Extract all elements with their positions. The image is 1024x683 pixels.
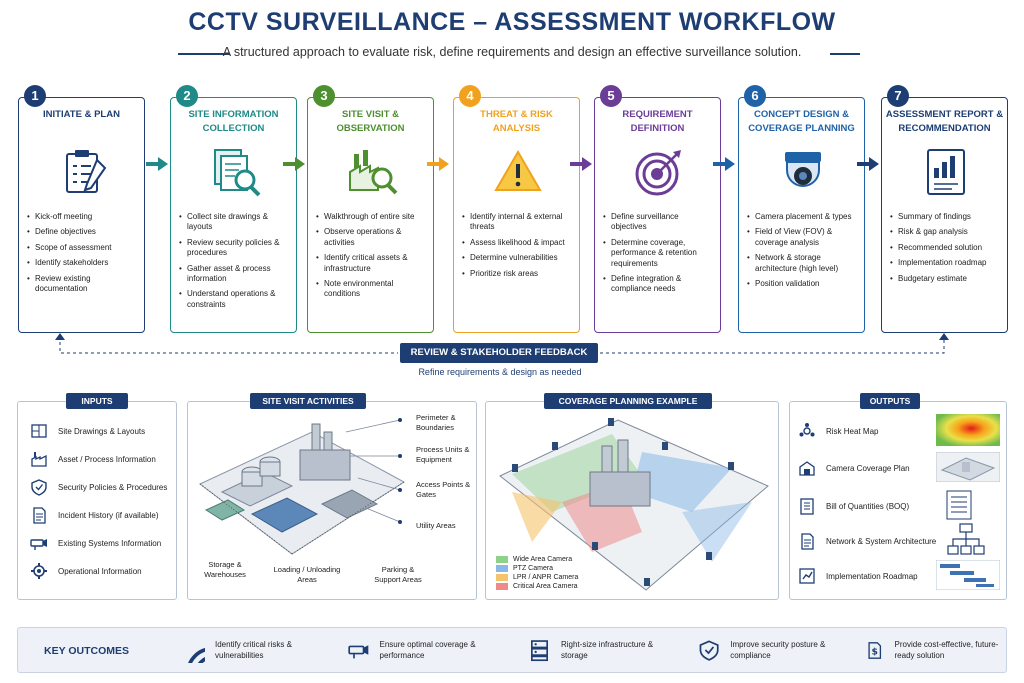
legend-item [496, 583, 581, 590]
input-item [30, 506, 158, 524]
key-outcome-item [183, 637, 323, 663]
step-number-badge: 3 [313, 85, 335, 107]
step-title: REQUIREMENT DEFINITION [622, 109, 693, 134]
step-icon-wrap [57, 146, 109, 198]
step-card-7 [881, 97, 1008, 333]
flow-arrow-icon [283, 157, 305, 171]
step-bullet: • Determine vulnerabilities [462, 253, 575, 263]
camera-icon [30, 534, 48, 552]
input-item [30, 534, 161, 552]
step-title: THREAT & RISK ANALYSIS [480, 109, 553, 134]
target-icon [633, 146, 685, 198]
step-number-badge: 6 [744, 85, 766, 107]
input-item [30, 450, 156, 468]
inputs-panel [17, 396, 177, 600]
step-bullet: • Understand operations & constraints [179, 289, 292, 310]
svg-text:$: $ [871, 646, 878, 658]
flow-arrow-icon [427, 157, 449, 171]
step-title: ASSESSMENT REPORT & RECOMMENDATION [885, 109, 1004, 134]
factory-search-icon [346, 146, 398, 198]
hazard-icon [798, 422, 816, 440]
step-title: INITIATE & PLAN [43, 109, 120, 120]
step-icon-wrap [492, 146, 544, 198]
output-item [798, 422, 878, 440]
input-item-label: Asset / Process Information [58, 454, 156, 464]
step-bullet: • Camera placement & types [747, 212, 860, 222]
factory-icon [30, 450, 48, 468]
step-bullets [179, 212, 292, 315]
coverage-panel [485, 396, 779, 600]
step-bullet: • Define integration & compliance needs [603, 274, 716, 295]
boq-thumbnail [946, 490, 972, 520]
outputs-heading: OUTPUTS [860, 393, 920, 409]
step-bullet: • Define objectives [27, 227, 140, 237]
list-icon [798, 497, 816, 515]
legend-item [496, 565, 581, 572]
step-card-6 [738, 97, 865, 333]
shield-check-icon [698, 637, 720, 663]
camera-plan-icon [798, 459, 816, 477]
key-outcome-item [348, 637, 498, 663]
camera-icon [348, 637, 370, 663]
input-item [30, 422, 145, 440]
output-item-label: Network & System Architecture [826, 536, 937, 546]
key-outcome-item [866, 637, 1004, 663]
step-bullet: • Collect site drawings & layouts [179, 212, 292, 233]
output-item [798, 459, 910, 477]
input-item [30, 478, 167, 496]
legend-item [496, 574, 581, 581]
document-dollar-icon [866, 637, 885, 663]
step-bullet: • Assess likelihood & impact [462, 238, 575, 248]
flow-arrow-icon [857, 157, 879, 171]
legend-swatch [496, 556, 508, 563]
key-outcome-label: Identify critical risks & vulnerabilities [215, 640, 292, 660]
label-perimeter: Perimeter & Boundaries [416, 413, 456, 432]
site-visit-leader-lines [338, 412, 408, 542]
legend-swatch [496, 565, 508, 572]
output-item-label: Camera Coverage Plan [826, 463, 910, 473]
step-card-5 [594, 97, 721, 333]
step-bullet: • Gather asset & process information [179, 264, 292, 285]
step-bullets [890, 212, 1003, 289]
input-item-label: Site Drawings & Layouts [58, 426, 146, 436]
step-bullet: • Prioritize risk areas [462, 269, 575, 279]
roadmap-thumbnail [936, 560, 1000, 590]
step-bullets [27, 212, 140, 299]
target-icon [183, 637, 205, 663]
dome-camera-icon [777, 146, 829, 198]
gear-icon [30, 562, 48, 580]
key-outcomes-title: KEY OUTCOMES [44, 645, 129, 657]
step-bullet: • Implementation roadmap [890, 258, 1003, 268]
input-item-label: Security Policies & Procedures [58, 482, 168, 492]
step-bullets [316, 212, 429, 305]
label-parking: Parking & Support Areas [374, 565, 422, 584]
page-subtitle: A structured approach to evaluate risk, define requirements and design an effective surveillance solution. [222, 45, 802, 59]
step-bullet: • Budgetary estimate [890, 274, 1003, 284]
outputs-panel [789, 396, 1007, 600]
input-item-label: Incident History (if available) [58, 510, 159, 520]
step-bullet: • Identify critical assets & infrastructure [316, 253, 429, 274]
step-bullet: • Field of View (FOV) & coverage analysis [747, 227, 860, 248]
flow-arrow-icon [570, 157, 592, 171]
legend-swatch [496, 583, 508, 590]
label-process-units: Process Units & Equipment [416, 445, 470, 464]
step-bullet: • Scope of assessment [27, 243, 140, 253]
step-card-1 [18, 97, 145, 333]
input-item-label: Existing Systems Information [58, 538, 162, 548]
step-title: CONCEPT DESIGN & COVERAGE PLANNING [748, 109, 855, 134]
step-bullet: • Identify internal & external threats [462, 212, 575, 233]
stakeholder-feedback-subtext: Refine requirements & design as needed [418, 367, 582, 377]
key-outcome-label: Right-size infrastructure & storage [561, 640, 654, 660]
coverage-legend [496, 556, 581, 592]
legend-item [496, 556, 581, 563]
step-bullet: • Review security policies & procedures [179, 238, 292, 259]
step-bullet: • Identify stakeholders [27, 258, 140, 268]
flow-arrow-icon [146, 157, 168, 171]
input-item [30, 562, 142, 580]
output-item-label: Implementation Roadmap [826, 571, 918, 581]
step-bullets [462, 212, 575, 284]
key-outcome-item [698, 637, 848, 663]
site-visit-heading: SITE VISIT ACTIVITIES [250, 393, 366, 409]
step-bullets [747, 212, 860, 294]
blueprint-icon [30, 422, 48, 440]
output-item [798, 567, 918, 585]
step-bullet: • Position validation [747, 279, 860, 289]
flow-arrow-icon [713, 157, 735, 171]
step-bullet: • Walkthrough of entire site [316, 212, 429, 222]
shield-check-icon [30, 478, 48, 496]
step-icon-wrap [920, 146, 972, 198]
step-bullet: • Risk & gap analysis [890, 227, 1003, 237]
roadmap-icon [798, 567, 816, 585]
step-bullet: • Define surveillance objectives [603, 212, 716, 233]
legend-label: PTZ Camera [513, 565, 554, 572]
key-outcomes-bar [17, 627, 1007, 673]
label-access-points: Access Points & Gates [416, 480, 471, 499]
step-icon-wrap [633, 146, 685, 198]
key-outcome-label: Ensure optimal coverage & performance [379, 640, 476, 660]
key-outcome-item [528, 637, 668, 663]
stakeholder-feedback-label: REVIEW & STAKEHOLDER FEEDBACK [400, 343, 598, 363]
risk-heatmap-thumbnail [936, 414, 1000, 446]
step-bullets [603, 212, 716, 300]
key-outcome-label: Improve security posture & compliance [730, 640, 826, 660]
step-number-badge: 7 [887, 85, 909, 107]
step-icon-wrap [346, 146, 398, 198]
architecture-thumbnail [946, 522, 986, 556]
key-outcome-label: Provide cost-effective, future-ready solution [894, 640, 999, 660]
output-item [798, 532, 936, 550]
label-storage: Storage & Warehouses [204, 560, 246, 579]
step-bullet: • Recommended solution [890, 243, 1003, 253]
step-card-2 [170, 97, 297, 333]
step-bullet: • Note environmental conditions [316, 279, 429, 300]
step-title: SITE VISIT & OBSERVATION [336, 109, 405, 134]
step-bullet: • Summary of findings [890, 212, 1003, 222]
clipboard-icon [57, 146, 109, 198]
step-bullet: • Observe operations & activities [316, 227, 429, 248]
server-icon [528, 637, 551, 663]
step-icon-wrap [209, 146, 261, 198]
inputs-heading: INPUTS [66, 393, 128, 409]
legend-label: LPR / ANPR Camera [513, 574, 579, 581]
input-item-label: Operational Information [58, 566, 142, 576]
step-number-badge: 1 [24, 85, 46, 107]
step-number-badge: 4 [459, 85, 481, 107]
legend-label: Critical Area Camera [513, 583, 578, 590]
step-number-badge: 5 [600, 85, 622, 107]
step-bullet: • Determine coverage, performance & retention requirements [603, 238, 716, 269]
coverage-heading: COVERAGE PLANNING EXAMPLE [544, 393, 712, 409]
step-bullet: • Kick-off meeting [27, 212, 140, 222]
legend-label: Wide Area Camera [513, 556, 573, 563]
label-utility-areas: Utility Areas [416, 521, 456, 530]
document-icon [798, 532, 816, 550]
documents-search-icon [209, 146, 261, 198]
coverage-plan-thumbnail [936, 452, 1000, 482]
output-item-label: Bill of Quantities (BOQ) [826, 501, 910, 511]
output-item [798, 497, 909, 515]
step-card-3 [307, 97, 434, 333]
step-number-badge: 2 [176, 85, 198, 107]
step-bullet: • Network & storage architecture (high level) [747, 253, 860, 274]
step-card-4 [453, 97, 580, 333]
page-title: CCTV SURVEILLANCE – ASSESSMENT WORKFLOW [188, 8, 836, 36]
site-visit-panel [187, 396, 477, 600]
document-icon [30, 506, 48, 524]
report-chart-icon [920, 146, 972, 198]
warning-icon [492, 146, 544, 198]
step-title: SITE INFORMATION COLLECTION [188, 109, 279, 134]
step-bullet: • Review existing documentation [27, 274, 140, 295]
label-loading: Loading / Unloading Areas [273, 565, 341, 584]
legend-swatch [496, 574, 508, 581]
output-item-label: Risk Heat Map [826, 426, 879, 436]
step-icon-wrap [777, 146, 829, 198]
